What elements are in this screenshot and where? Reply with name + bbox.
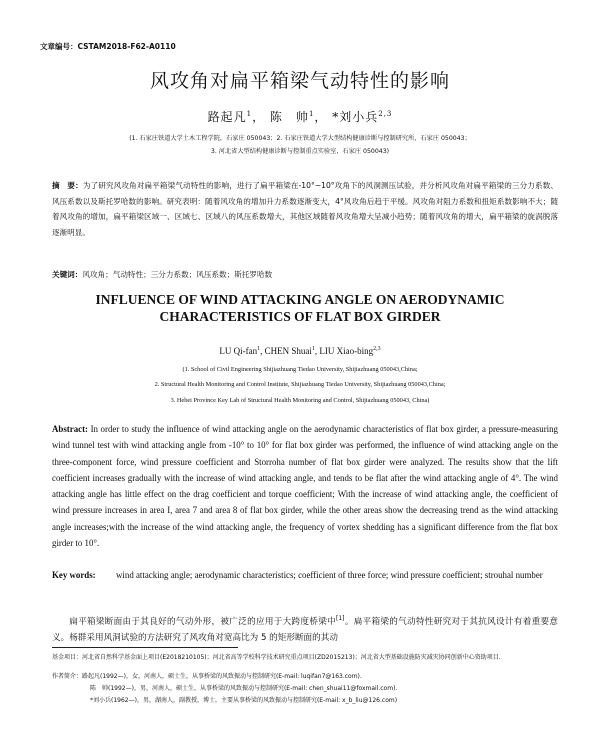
keywords-text: wind attacking angle; aerodynamic characteristics; coefficient of three force; wind pressure coefficient; strouhal number <box>116 570 543 580</box>
author-affiliation-mark: 1 <box>311 346 315 352</box>
english-title-line: CHARACTERISTICS OF FLAT BOX GIRDER <box>159 309 441 324</box>
chinese-authors: 路起凡$^1$， 陈 帅$^1$， *刘小兵$^{2,3}$ <box>207 110 393 124</box>
footnote-author: 作者简介：路起凡(1992—)，女，河南人，硕士生，从事桥梁的风致振动与控制研究(E-mail: luqifan7@163.com). <box>52 673 362 680</box>
citation-reference: [1] <box>336 615 345 622</box>
english-title-line: INFLUENCE OF WIND ATTACKING ANGLE ON AERODYNAMIC <box>95 292 505 307</box>
author-name: LU Qi-fan <box>219 346 258 356</box>
footnote-divider <box>52 647 238 648</box>
abstract-text: 为了研究风攻角对扁平箱梁气动特性的影响，进行了扁平箱梁在-10°~10°攻角下的风洞测压试验，并分析风攻角对扁平箱梁的三分力系数、风压系数以及斯托罗哈数的影响。研究表明：随着风攻角的增加升力系数逐渐变大，4°风攻角后趋于平缓。风攻角对阻力系数和扭矩系数影响不大；随着风攻角的增加，扁平箱梁区域一、区域七、区域八的风压系数增大，其他区域随着风攻角增大呈减小趋势；随着风攻角的增大，扁平箱梁的旋涡脱落逐渐明显。 <box>52 181 559 237</box>
english-affiliation-line: 3. Hebei Province Key Lab of Structural Health Monitoring and Control, Shijiazhuang 050043, China) <box>170 397 430 404</box>
author-name: CHEN Shuai <box>264 346 312 356</box>
abstract-label: Abstract: <box>52 424 88 434</box>
abstract-label: 摘 要： <box>52 181 83 190</box>
author-affiliation-mark: 2,3 <box>378 110 393 118</box>
author-affiliation-mark: 1 <box>308 110 315 118</box>
chinese-title: 风攻角对扁平箱梁气动特性的影响 <box>149 70 450 92</box>
author-name: *刘小兵 <box>332 110 379 124</box>
keywords-label: 关键词： <box>52 270 83 279</box>
author-affiliation-mark: 1 <box>257 346 261 352</box>
chinese-affiliation-line: (1. 石家庄铁道大学土木工程学院，石家庄 050043；2. 石家庄铁道大学大型结构健康诊断与控制研究所，石家庄 050043； <box>129 135 471 142</box>
keywords-label: Key words: <box>52 570 96 580</box>
english-affiliation-line: (1. School of Civil Engineering Shijiazhuang Tiedao University, Shijiazhuang 050043,China; <box>182 366 418 373</box>
english-affiliation-line: 2. Structural Health Monitoring and Control Institute, Shijiazhuang Tiedao University, Shijiazhuang 050043,China; <box>154 381 446 388</box>
keywords-text: 风攻角；气动特性；三分力系数；风压系数；斯托罗哈数 <box>82 270 273 279</box>
chinese-abstract <box>52 178 558 240</box>
author-name: LIU Xiao-bing <box>319 346 374 356</box>
english-keywords <box>52 567 558 583</box>
author-affiliation-mark: 2,3 <box>373 346 381 352</box>
document-id: 文章编号：CSTAM2018-F62-A0110 <box>40 42 176 51</box>
introduction-paragraph: 扁平箱梁断面由于其良好的气动外形，被广泛的应用于大跨度桥梁中[1]。扁平箱梁的气动特性研究对于其抗风设计有着重要意义。杨群采用风洞试验的方法研究了风攻角对宽高比为 5 的矩形断面的其动 <box>52 615 558 643</box>
author-name: 路起凡 <box>207 110 247 124</box>
footnote-funding: 基金项目：河北省自然科学基金面上项目(E2018210105)；河北省高等学校科学技术研究重点项目(ZD2015213)；河北省大型基础设施防灾减灾协同创新中心资助项目. <box>52 654 501 661</box>
chinese-affiliation-line: 3. 河北省大型结构健康诊断与控制重点实验室，石家庄 050043) <box>210 148 390 155</box>
footnote-author: *刘小兵(1962—)，男，湖南人，副教授，博士，主要从事桥梁的风致振动与控制研究(E-mail: x_b_liu@126.com) <box>90 697 398 704</box>
footnote-author: 陈 帅(1992—)，男，河南人，硕士生，从事桥梁的风致振动与控制研究(E-mail: chen_shuai11@foxmail.com). <box>90 685 398 692</box>
english-authors: LU Qi-fan$^1$, CHEN Shuai$^1$, LIU Xiao-bing$^{2,3}$ <box>219 346 381 356</box>
author-name: 陈 帅 <box>269 110 309 124</box>
chinese-keywords <box>52 269 558 280</box>
author-affiliation-mark: 1 <box>246 110 253 118</box>
english-title <box>60 291 540 325</box>
abstract-text: In order to study the influence of wind attacking angle on the aerodynamic characteristics of flat box girder, a pressure-measuring wind tunnel test with wind attacking angle from -10° to 10° for flat box girder was performed, the influence of wind attacking angle on the three-component force, wind pressure coefficient and Storroha number of flat box girder were analyzed. The results show that the lift coefficient increases gradually with the increase of wind attacking angle, and tends to be flat after the wind attacking angle of 4°. The wind attacking angle has little effect on the drag coefficient and torque coefficient; With the increase of wind attacking angle, the coefficient of wind pressure increases in area I, area 7 and area 8 of flat box girder, while the other areas show the decreasing trend as the wind attacking angle increases;with the increase of the wind attacking angle, the frequency of vortex shedding has a significant difference from the flat box girder to 10°. <box>52 424 558 549</box>
english-abstract <box>52 421 558 551</box>
